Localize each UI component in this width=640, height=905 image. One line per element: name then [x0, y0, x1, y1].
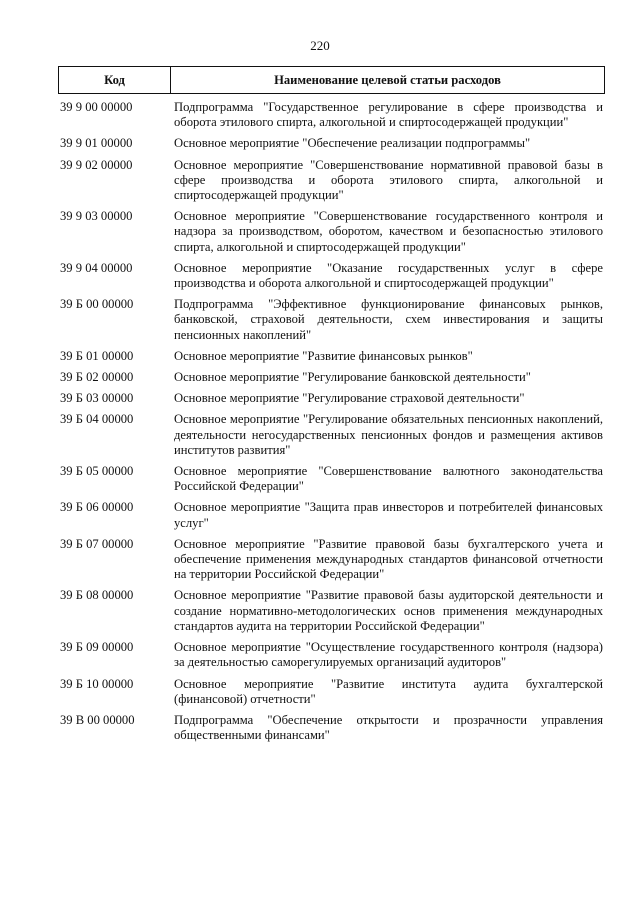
row-text: Подпрограмма "Эффективное функционирование финансовых рынков, банковской, страховой деятельности, схем инвестирования и защиты пенсионных накоплений": [174, 297, 603, 342]
table-row: [58, 537, 605, 583]
table-row: [58, 209, 605, 255]
row-text: Основное мероприятие "Регулирование страховой деятельности": [174, 391, 525, 406]
header-name: Наименование целевой статьи расходов: [274, 72, 501, 87]
table-row: [58, 464, 605, 494]
table-row: [58, 158, 605, 204]
table-row: [58, 349, 605, 364]
row-text: Основное мероприятие "Развитие правовой базы бухгалтерского учета и обеспечение применения международных стандартов финансовой отчетности на территории Российской Федерации": [174, 536, 603, 582]
row-text: Основное мероприятие "Осуществление государственного контроля (надзора) за деятельностью саморегулируемых организаций аудиторов": [174, 640, 603, 670]
table-row: [58, 391, 605, 406]
row-code: 39 9 03 00000: [60, 209, 133, 224]
row-text: Основное мероприятие "Развитие института аудита бухгалтерской (финансовой) отчетности": [174, 676, 603, 706]
table-row: [58, 677, 605, 707]
row-code: 39 9 04 00000: [60, 260, 133, 275]
table-header: [58, 66, 605, 94]
table-row: [58, 713, 605, 743]
table-row: [58, 136, 605, 151]
row-text: Основное мероприятие "Совершенствование валютного законодательства Российской Федерации": [174, 464, 603, 494]
row-text: Основное мероприятие "Развитие правовой базы аудиторской деятельности и создание нормативно-методологических основ применения международных стандартов аудита на территории Российской Федерации": [174, 588, 603, 633]
row-code: 39 Б 09 00000: [60, 640, 134, 655]
row-text: Подпрограмма "Государственное регулирование в сфере производства и оборота этилового спирта, алкогольной и спиртосодержащей продукции": [174, 100, 603, 130]
row-code: 39 Б 00 00000: [60, 297, 134, 312]
table-row: [58, 100, 605, 130]
table-row: [58, 297, 605, 343]
row-text: Основное мероприятие "Совершенствование нормативной правовой базы в сфере производства и оборота этилового спирта, алкогольной и спиртосодержащей продукции": [174, 157, 603, 203]
row-code: 39 Б 06 00000: [60, 500, 134, 515]
row-text: Основное мероприятие "Развитие финансовых рынков": [174, 348, 473, 363]
table-row: [58, 640, 605, 670]
row-code: 39 Б 01 00000: [60, 348, 134, 363]
row-text: Основное мероприятие "Регулирование обязательных пенсионных накоплений, деятельности негосударственных пенсионных фондов и размещения активов институтов развития": [174, 412, 603, 457]
row-text: Основное мероприятие "Оказание государственных услуг в сфере производства и оборота алкогольной и спиртосодержащей продукции": [174, 260, 603, 291]
header-code: Код: [59, 67, 171, 93]
row-code: 39 Б 03 00000: [60, 391, 134, 406]
row-code: 39 Б 02 00000: [60, 370, 134, 385]
row-code: 39 Б 08 00000: [60, 588, 134, 603]
page-number: 220: [310, 38, 330, 53]
budget-items-table: [58, 66, 605, 749]
row-code: 39 9 01 00000: [60, 136, 133, 151]
row-code: 39 9 00 00000: [60, 100, 133, 114]
row-code: 39 Б 07 00000: [60, 536, 134, 551]
row-text: Подпрограмма "Обеспечение открытости и прозрачности управления общественными финансами": [174, 712, 603, 743]
table-row: [58, 412, 605, 458]
table-row: [58, 261, 605, 291]
table-body: [58, 100, 605, 743]
row-code: 39 9 02 00000: [60, 157, 133, 172]
table-row: [58, 370, 605, 385]
row-text: Основное мероприятие "Обеспечение реализации подпрограммы": [174, 136, 531, 151]
row-text: Основное мероприятие "Совершенствование государственного контроля и надзора за производством, оборотом, качеством и безопасностью этилового спирта, алкогольной и спиртосодержащей продукции": [174, 209, 603, 254]
row-code: 39 Б 10 00000: [60, 676, 134, 691]
row-code: 39 Б 05 00000: [60, 464, 134, 479]
table-row: [58, 588, 605, 634]
row-code: 39 В 00 00000: [60, 712, 135, 727]
row-text: Основное мероприятие "Защита прав инвесторов и потребителей финансовых услуг": [174, 500, 603, 530]
table-row: [58, 500, 605, 530]
row-code: 39 Б 04 00000: [60, 412, 134, 427]
row-text: Основное мероприятие "Регулирование банковской деятельности": [174, 370, 531, 385]
